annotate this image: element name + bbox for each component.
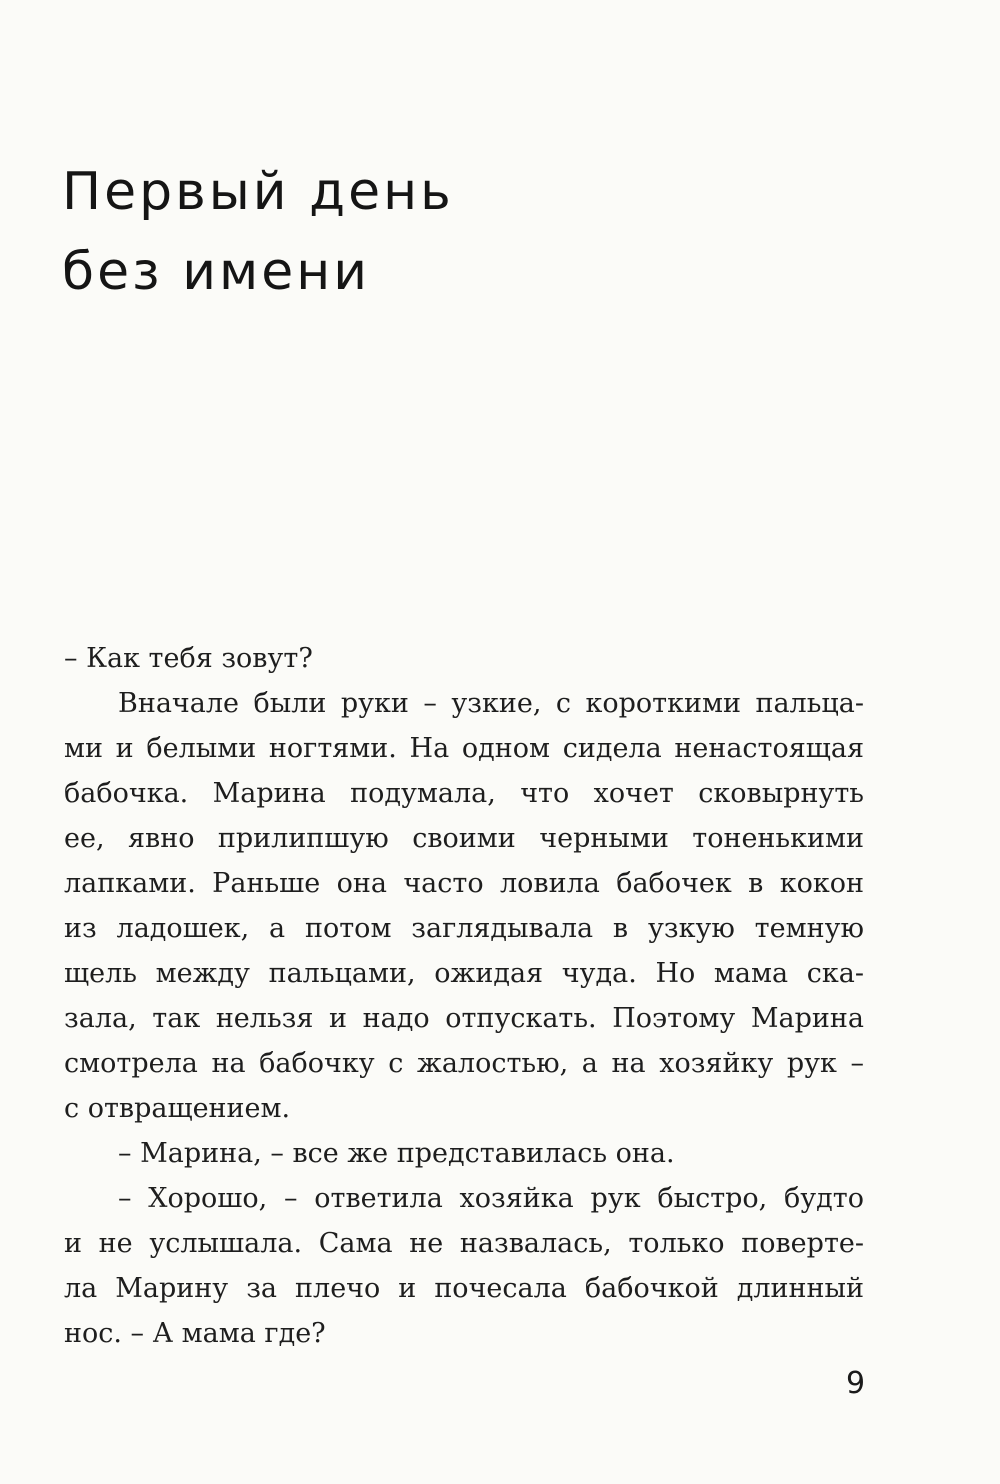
text-line: лапками. Раньше она часто ловила бабочек в кокон <box>64 868 864 899</box>
text-line: смотрела на бабочку с жалостью, а на хозяйку рук – <box>64 1048 864 1079</box>
text-line: с отвращением. <box>64 1093 291 1124</box>
text-line: ла Марину за плечо и почесала бабочкой длинный <box>64 1273 864 1304</box>
text-line: нос. – А мама где? <box>64 1318 326 1349</box>
text-line: зала, так нельзя и надо отпускать. Поэтому Марина <box>64 1003 864 1034</box>
text-line: – Марина, – все же представилась она. <box>118 1138 675 1169</box>
text-line: – Хорошо, – ответила хозяйка рук быстро, будто <box>118 1183 864 1214</box>
chapter-title-line-1: Первый день <box>62 162 454 222</box>
chapter-title <box>62 152 762 312</box>
text-line: из ладошек, а потом заглядывала в узкую темную <box>64 913 864 944</box>
text-line: и не услышала. Сама не назвалась, только поверте- <box>64 1228 864 1259</box>
chapter-title-line-2: без имени <box>62 242 371 302</box>
page-number: 9 <box>846 1366 866 1401</box>
text-line: бабочка. Марина подумала, что хочет сковырнуть <box>64 778 864 809</box>
text-line: ее, явно прилипшую своими черными тоненькими <box>64 823 864 854</box>
text-line: щель между пальцами, ожидая чуда. Но мама ска- <box>64 958 864 989</box>
text-line: – Как тебя зовут? <box>64 643 313 674</box>
chapter-body-text <box>64 636 864 1356</box>
text-line: Вначале были руки – узкие, с короткими пальца- <box>118 688 864 719</box>
text-line: ми и белыми ногтями. На одном сидела ненастоящая <box>64 733 864 764</box>
